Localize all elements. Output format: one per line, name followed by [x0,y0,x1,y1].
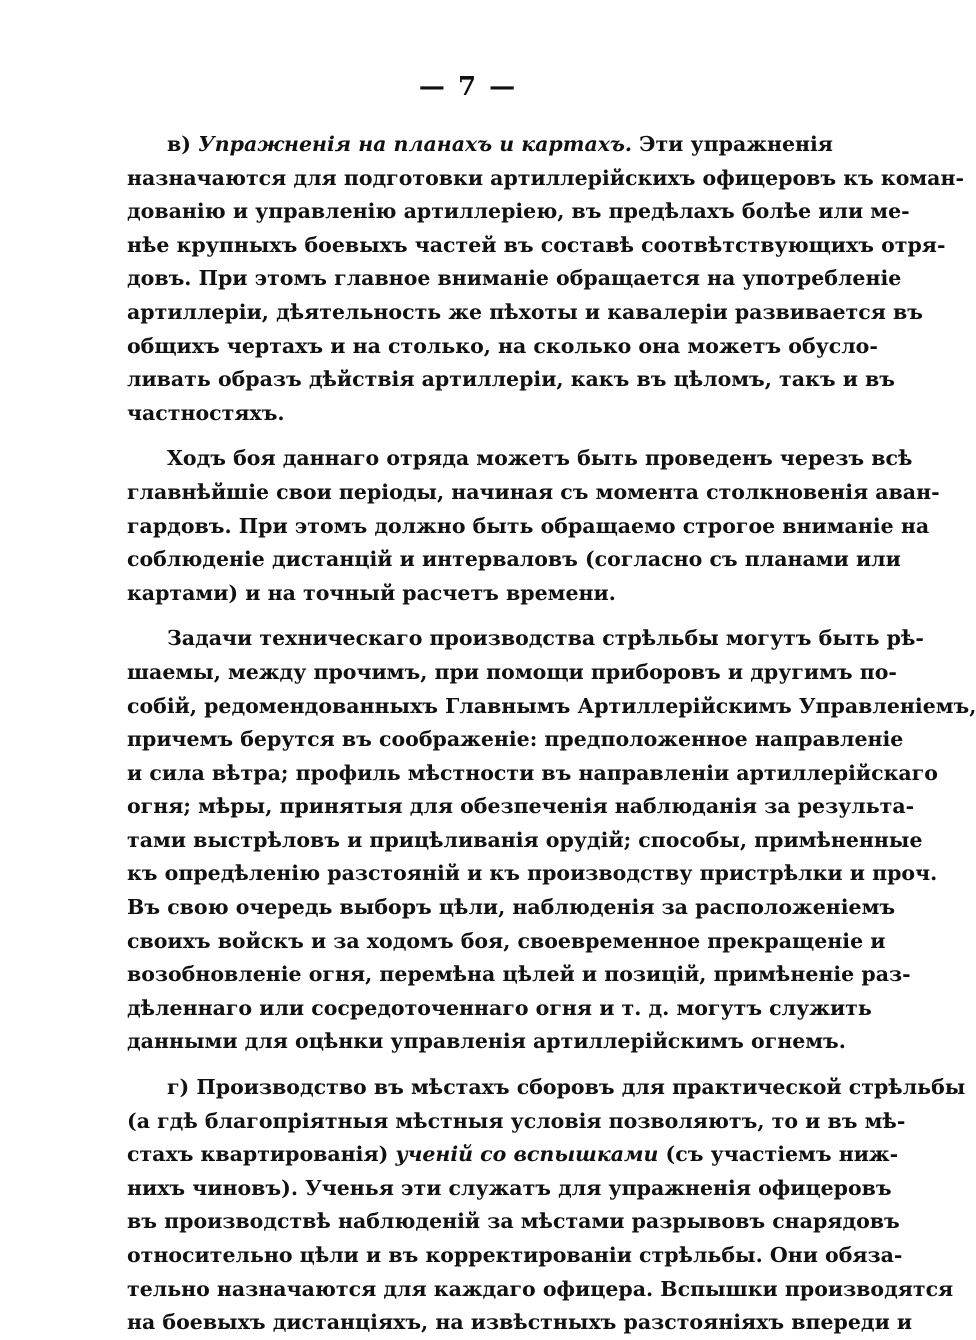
text-line: г) Производство въ мѣстахъ сборовъ для практической стрѣльбы [167,1075,966,1100]
text-line: главнѣйшіе свои періоды, начиная съ момента столкновенія аван- [127,479,940,504]
text-line: своихъ войскъ и за ходомъ боя, своевременное прекращеніе и [127,928,886,953]
paragraph-2 [127,442,940,610]
text-line: назначаются для подготовки артиллерійскихъ офицеровъ къ коман- [127,165,964,190]
text-line: (а гдѣ благопріятныя мѣстныя условія позволяютъ, то и въ мѣ- [127,1108,906,1133]
paragraph-3 [127,622,976,1059]
text-line: дованію и управленію артиллеріею, въ предѣлахъ болѣе или ме- [127,199,910,224]
italic-term: ученій со вспышками [395,1142,659,1167]
text-line: дѣленнаго или сосредоточеннаго огня и т. д. могутъ служить [127,995,872,1020]
text-line: шаемы, между прочимъ, при помощи приборовъ и другимъ по- [127,659,897,684]
text-line: картами) и на точный расчетъ времени. [127,580,616,605]
text-line: общихъ чертахъ и на столько, на сколько она можетъ обусло- [127,333,878,358]
text-line: причемъ берутся въ соображеніе: предположенное направленіе [127,727,904,752]
paragraph-4 [127,1071,966,1340]
text-line: къ опредѣленію разстояній и къ производству пристрѣлки и проч. [127,861,938,886]
text-line: гардовъ. При этомъ должно быть обращаемо строгое вниманіе на [127,513,930,538]
paragraph-1 [127,128,964,430]
body-text [127,128,976,1340]
page-number: — 7 — [418,72,518,102]
text-line: довъ. При этомъ главное вниманіе обращается на употребленіе [127,266,902,291]
text-line: тельно назначаются для каждаго офицера. Вспышки производятся [127,1276,954,1301]
text-line: относительно цѣли и въ корректированіи стрѣльбы. Они обяза- [127,1243,903,1267]
text-line: Въ свою очередь выборъ цѣли, наблюденія за расположеніемъ [127,895,896,920]
text-line: нихъ чиновъ). Ученья эти служатъ для упражненія офицеровъ [127,1175,892,1200]
text-line: данными для оцѣнки управленія артиллерійскимъ огнемъ. [127,1029,846,1054]
text-line: возобновленіе огня, перемѣна цѣлей и позицій, примѣненіе раз- [127,962,911,987]
text-line: в) Упражненія на планахъ и картахъ. Эти упражненія [167,132,833,156]
text-line: частностяхъ. [127,400,285,425]
text-line: соблюденіе дистанцій и интерваловъ (согласно съ планами или [127,547,901,572]
text-line: тами выстрѣловъ и прицѣливанія орудій; способы, примѣненные [127,827,923,852]
text-line: Задачи техническаго производства стрѣльбы могутъ быть рѣ- [167,626,924,651]
text-line: артиллеріи, дѣятельность же пѣхоты и кавалеріи развивается въ [127,299,923,324]
text-line: въ производствѣ наблюденій за мѣстами разрывовъ снарядовъ [127,1209,900,1234]
text-line: Ходъ боя даннаго отряда можетъ быть проведенъ черезъ всѣ [167,446,913,471]
italic-heading: Упражненія на планахъ и картахъ. [198,132,633,156]
text-line: огня; мѣры, принятыя для обезпеченія наблюданія за результа- [127,794,915,819]
text-line: стахъ квартированія) ученій со вспышками (съ участіемъ ниж- [127,1142,899,1167]
text-line: и сила вѣтра; профиль мѣстности въ направленіи артиллерійскаго [127,760,938,785]
text-line: нѣе крупныхъ боевыхъ частей въ составѣ соотвѣтствующихъ отря- [127,232,946,257]
text-line: на боевыхъ дистанціяхъ, на извѣстныхъ разстояніяхъ впереди и [127,1310,913,1335]
text-line: ливать образъ дѣйствія артиллеріи, какъ въ цѣломъ, такъ и въ [127,367,896,392]
text-line: собій, редомендованныхъ Главнымъ Артиллерійскимъ Управленіемъ, [127,693,976,718]
